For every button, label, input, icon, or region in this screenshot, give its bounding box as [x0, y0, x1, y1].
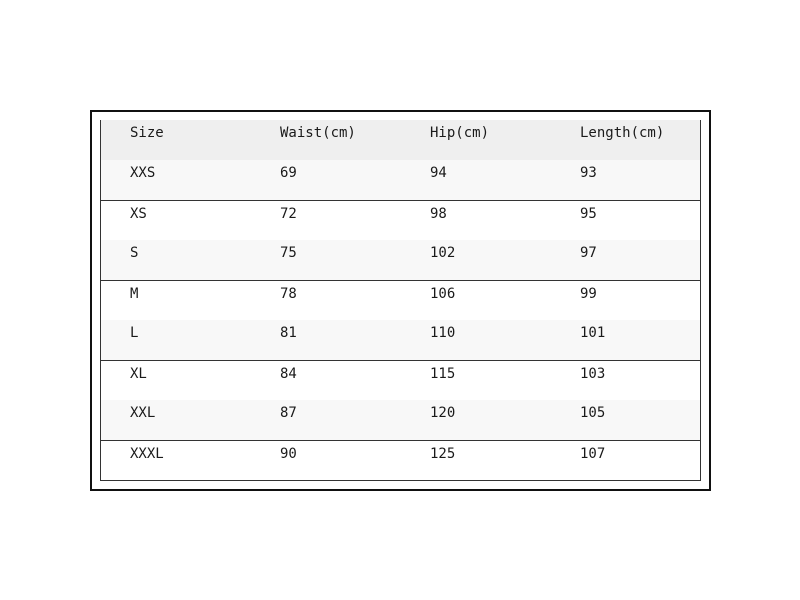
length-cell: 99: [580, 286, 597, 302]
length-cell: 101: [580, 325, 606, 341]
header-waist: Waist(cm): [280, 125, 356, 141]
hip-cell: 115: [430, 366, 456, 382]
table-row: [101, 200, 700, 240]
size-chart-table: [100, 120, 701, 481]
waist-cell: 87: [280, 405, 297, 421]
table-row: [101, 160, 700, 200]
size-cell: XXS: [130, 165, 156, 181]
table-row: [101, 280, 700, 320]
table-row: [101, 400, 700, 440]
hip-cell: 120: [430, 405, 456, 421]
table-row: [101, 240, 700, 280]
waist-cell: 78: [280, 286, 297, 302]
waist-cell: 75: [280, 245, 297, 261]
table-header-row: [101, 120, 700, 160]
hip-cell: 125: [430, 446, 456, 462]
length-cell: 95: [580, 206, 597, 222]
waist-cell: 84: [280, 366, 297, 382]
length-cell: 97: [580, 245, 597, 261]
hip-cell: 110: [430, 325, 456, 341]
table-row: [101, 360, 700, 400]
size-cell: S: [130, 245, 139, 261]
waist-cell: 90: [280, 446, 297, 462]
size-cell: XS: [130, 206, 147, 222]
length-cell: 107: [580, 446, 606, 462]
size-cell: XXXL: [130, 446, 164, 462]
size-cell: L: [130, 325, 139, 341]
length-cell: 93: [580, 165, 597, 181]
header-size: Size: [130, 125, 164, 141]
table-row: [101, 440, 700, 480]
waist-cell: 81: [280, 325, 297, 341]
table-row: [101, 320, 700, 360]
length-cell: 105: [580, 405, 606, 421]
waist-cell: 72: [280, 206, 297, 222]
hip-cell: 106: [430, 286, 456, 302]
length-cell: 103: [580, 366, 606, 382]
size-cell: M: [130, 286, 139, 302]
waist-cell: 69: [280, 165, 297, 181]
hip-cell: 98: [430, 206, 447, 222]
hip-cell: 102: [430, 245, 456, 261]
size-cell: XXL: [130, 405, 156, 421]
header-hip: Hip(cm): [430, 125, 490, 141]
header-length: Length(cm): [580, 125, 665, 141]
hip-cell: 94: [430, 165, 447, 181]
size-cell: XL: [130, 366, 147, 382]
